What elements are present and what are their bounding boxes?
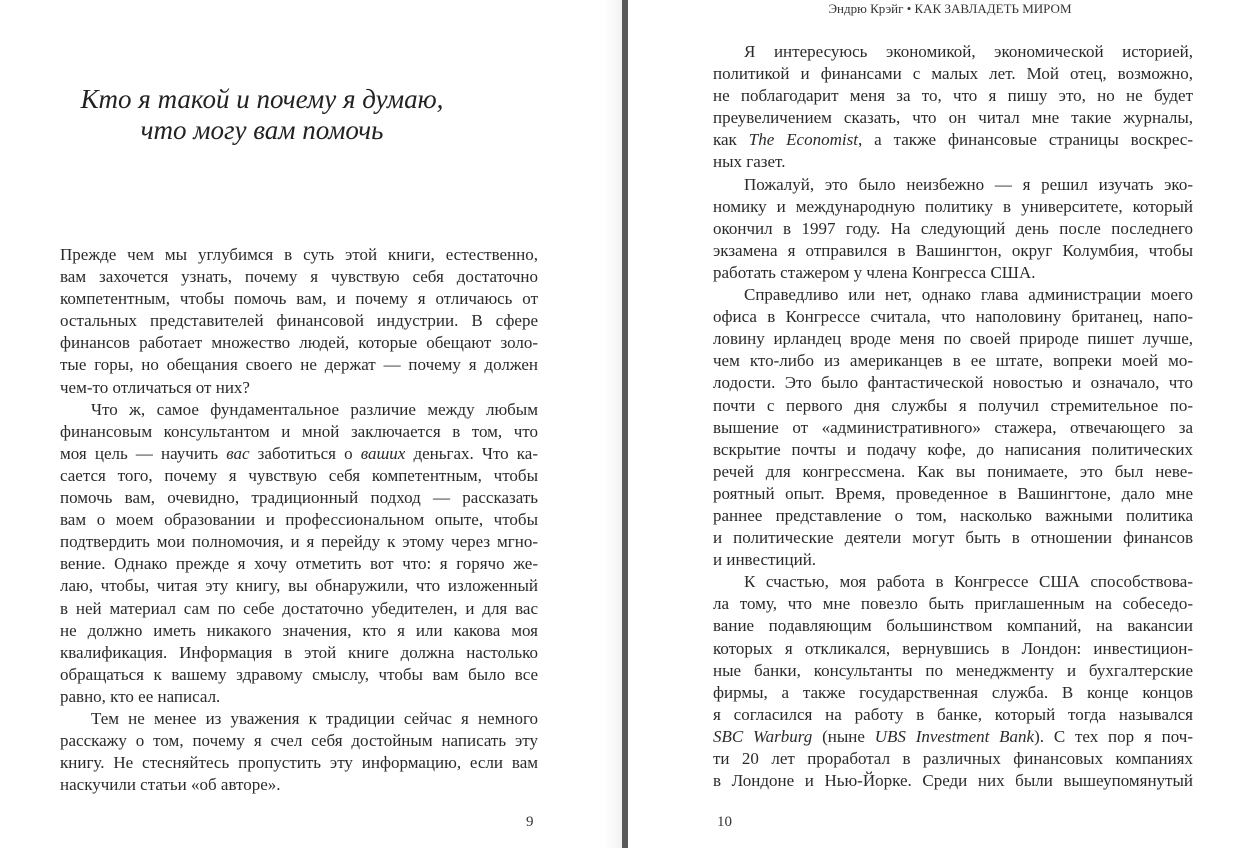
text-line: работать стажером у члена Конгресса США.	[713, 262, 1036, 282]
text-line: политикой и финансами с малых лет. Мой отец, возможно,	[713, 64, 1193, 84]
text-line: лаю, чтобы, читая эту книгу, вы обнаружили, что изложенный	[60, 576, 538, 596]
italic-text: ваших	[360, 443, 406, 463]
text-line: остальных представителей финансовой индустрии. В сфере	[60, 311, 538, 331]
text-line: компетентным, чтобы помочь вам, и почему я отличаюсь от	[60, 289, 538, 309]
left-page	[0, 0, 622, 848]
text-line: квалификация. Информация в этой книге должна настолько	[60, 642, 538, 662]
spine-shadow	[604, 0, 622, 848]
text-line: вскрытие почты и подачу кофе, до написания политических	[713, 439, 1193, 459]
italic-text: The Economist	[748, 130, 858, 150]
text-line: книгу. Не стесняйтесь пропустить эту информацию, если вам	[60, 753, 538, 773]
text-line: я согласился на работу в банке, который тогда назывался	[713, 704, 1193, 724]
chapter-title-line: что могу вам помочь	[140, 115, 384, 145]
chapter-title-line: Кто я такой и почему я думаю,	[80, 84, 444, 114]
book-spine-divider	[622, 0, 628, 848]
text-line: вышение от «административного» стажера, отвечающего за	[713, 417, 1193, 437]
page-number: 10	[717, 814, 732, 830]
left-page-body	[60, 244, 538, 796]
text-line: преувеличением сказать, что он читал мне такие журналы,	[713, 108, 1193, 128]
text-line: финансовым консультантом и мной заключается в том, что	[60, 421, 538, 441]
page-number: 9	[526, 814, 534, 830]
text-line: которых я откликался, вернувшись в Лондон: инвестицион-	[713, 638, 1193, 658]
text-line: раннее представление о том, насколько важными политика	[713, 505, 1193, 525]
text-line: чем-то отличаться от них?	[60, 377, 250, 397]
paragraph	[713, 174, 1193, 284]
text-line: Прежде чем мы углубимся в суть этой книги, естественно,	[60, 245, 538, 264]
running-head: Эндрю Крэйг • КАК ЗАВЛАДЕТЬ МИРОМ	[828, 1, 1072, 16]
paragraph	[60, 244, 538, 399]
text-line: Пожалуй, это было неизбежно — я решил изучать эко-	[744, 174, 1193, 194]
italic-text: UBS Investment Bank	[874, 726, 1035, 746]
text-line: моя цель — научить вас заботиться о ваших деньгах. Что ка-	[60, 443, 539, 463]
text-line: вение. Однако прежде я хочу отметить вот что: я горячо же-	[60, 554, 538, 574]
text-line: лодости. Это было фантастической новостью и означало, что	[713, 373, 1193, 393]
paragraph	[713, 41, 1193, 174]
text-line: равно, кто ее написал.	[60, 686, 221, 706]
text-line: как The Economist, а также финансовые страницы воскрес-	[713, 130, 1193, 150]
text-line: помочь вам, очевидно, традиционный подход — рассказать	[60, 488, 538, 508]
text-line: ных газет.	[713, 152, 786, 172]
right-page	[629, 0, 1250, 848]
chapter-title	[40, 84, 484, 146]
paragraph	[713, 284, 1193, 571]
text-line: и политические деятели могут быть в отношении финансов	[713, 528, 1193, 548]
text-line: в Лондоне и Нью-Йорке. Среди них были вышеупомянутый	[713, 771, 1193, 791]
text-line: Справедливо или нет, однако глава администрации моего	[744, 285, 1193, 305]
text-line: экзамена я отправился в Вашингтон, округ Колумбия, чтобы	[713, 240, 1193, 260]
text-line: Что ж, самое фундаментальное различие между любым	[91, 399, 538, 419]
text-line: обращаться к вашему здравому смыслу, чтобы вам было все	[60, 664, 538, 684]
text-line: вание подавляющим большинством компаний, на вакансии	[713, 616, 1193, 636]
text-line: расскажу о том, почему я счел себя достойным написать эту	[60, 731, 538, 751]
text-line: ла тому, что мне повезло быть приглашенным на собеседо-	[713, 594, 1193, 614]
text-line: почти с первого дня службы я получил стремительное по-	[713, 395, 1193, 415]
text-line: вам о моем образовании и профессиональном опыте, чтобы	[60, 510, 538, 530]
paragraph	[60, 399, 538, 708]
text-line: К счастью, моя работа в Конгрессе США способствова-	[744, 572, 1193, 592]
text-line: роятный опыт. Время, проведенное в Вашингтоне, дало мне	[713, 483, 1193, 503]
italic-text: SBC Warburg	[713, 726, 813, 746]
text-line: и инвестиций.	[713, 550, 817, 570]
text-line: наскучили статьи «об авторе».	[60, 775, 281, 795]
text-line: окончил в 1997 году. На следующий день после последнего	[713, 218, 1193, 238]
text-line: Тем не менее из уважения к традиции сейчас я немного	[91, 708, 538, 728]
paragraph	[713, 571, 1193, 792]
italic-text: вас	[226, 443, 250, 463]
text-line: ловину ирландец вроде меня по своей природе пишет лучше,	[713, 329, 1193, 349]
text-line: ти 20 лет проработал в различных финансовых компаниях	[713, 749, 1193, 768]
text-line: речей для конгрессмена. Как вы понимаете, это был неве-	[713, 461, 1193, 481]
right-page-body	[713, 41, 1193, 792]
text-line: офиса в Конгрессе считала, что наполовину британец, напо-	[713, 307, 1193, 327]
text-line: SBC Warburg (ныне UBS Investment Bank). С тех пор я поч-	[713, 726, 1193, 746]
text-line: номику и международную политику в университете, который	[713, 196, 1193, 216]
text-line: не должно иметь никакого значения, кто я или какова моя	[60, 620, 538, 640]
text-line: в ней материал сам по себе достаточно убедителен, и для вас	[60, 598, 538, 618]
text-line: сается того, почему я чувствую себя компетентным, чтобы	[60, 465, 538, 485]
text-line: тые горы, но обещания своего не держат — почему я должен	[60, 355, 538, 375]
paragraph	[60, 708, 538, 796]
text-line: не поблагодарит меня за то, что я пишу это, но не будет	[713, 86, 1193, 106]
text-line: Я интересуюсь экономикой, экономической историей,	[744, 42, 1193, 61]
text-line: чем кто-либо из американцев в ее штате, вопреки моей мо-	[713, 351, 1193, 371]
text-line: подтвердить мои полномочия, и я перейду к этому через мгно-	[60, 532, 538, 552]
text-line: финансов работает множество людей, которые обещают золо-	[60, 333, 538, 353]
text-line: вам захочется узнать, почему я чувствую себя достаточно	[60, 267, 538, 287]
text-line: фирмы, а также государственная служба. В конце концов	[713, 682, 1193, 702]
text-line: ные банки, консультанты по менеджменту и бухгалтерские	[713, 660, 1193, 680]
